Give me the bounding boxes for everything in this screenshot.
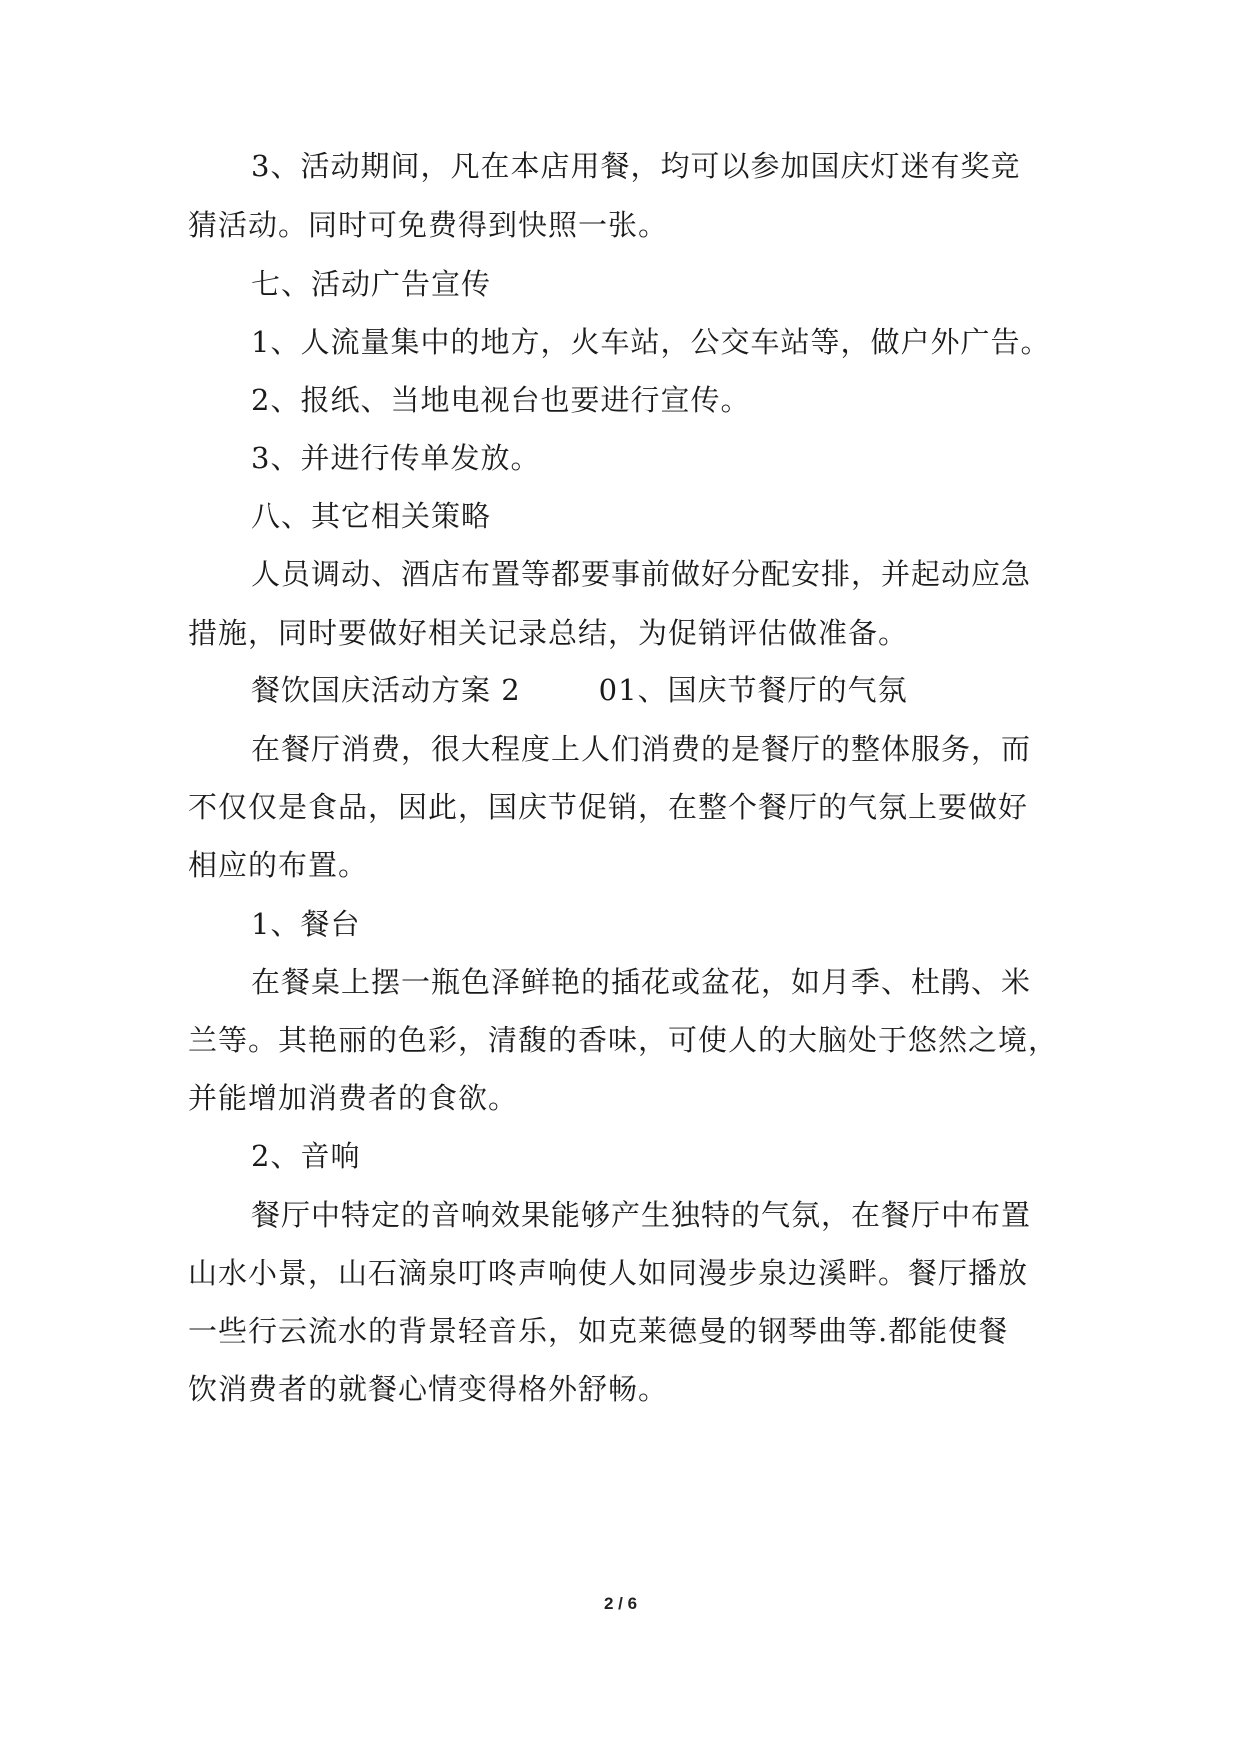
paragraph-line: 3、并进行传单发放。 bbox=[251, 441, 541, 475]
paragraph-line: 并能增加消费者的食欲。 bbox=[188, 1081, 519, 1115]
paragraph-line: 相应的布置。 bbox=[188, 848, 369, 882]
page-number: 2 / 6 bbox=[603, 1594, 638, 1613]
paragraph-line: 不仅仅是食品，因此，国庆节促销，在整个餐厅的气氛上要做好 bbox=[188, 790, 1029, 824]
paragraph-line: 在餐桌上摆一瓶色泽鲜艳的插花或盆花，如月季、杜鹃、米 bbox=[251, 965, 1032, 999]
paragraph-line: 餐厅中特定的音响效果能够产生独特的气氛，在餐厅中布置 bbox=[251, 1198, 1032, 1232]
paragraph-line: 饮消费者的就餐心情变得格外舒畅。 bbox=[188, 1372, 669, 1406]
paragraph-line: 措施，同时要做好相关记录总结，为促销评估做准备。 bbox=[188, 616, 909, 650]
paragraph-line: 3、活动期间，凡在本店用餐，均可以参加国庆灯迷有奖竞 bbox=[251, 149, 1021, 183]
section-heading: 1、餐台 bbox=[251, 907, 361, 941]
paragraph-line: 一些行云流水的背景轻音乐，如克莱德曼的钢琴曲等.都能使餐 bbox=[188, 1314, 1009, 1348]
paragraph-line: 猜活动。同时可免费得到快照一张。 bbox=[188, 208, 669, 242]
section-heading: 2、音响 bbox=[251, 1139, 361, 1173]
plan-title: 餐饮国庆活动方案 2 bbox=[251, 673, 521, 707]
paragraph-line: 2、报纸、当地电视台也要进行宣传。 bbox=[251, 383, 751, 417]
section-heading: 七、活动广告宣传 bbox=[251, 267, 492, 301]
paragraph-line: 人员调动、酒店布置等都要事前做好分配安排，并起动应急 bbox=[251, 557, 1032, 591]
document-subtitle-line bbox=[251, 670, 1131, 710]
paragraph-line: 山水小景，山石滴泉叮咚声响使人如同漫步泉边溪畔。餐厅播放 bbox=[188, 1256, 1029, 1290]
section-heading: 八、其它相关策略 bbox=[251, 499, 492, 533]
paragraph-line: 在餐厅消费，很大程度上人们消费的是餐厅的整体服务，而 bbox=[251, 732, 1032, 766]
paragraph-line: 1、人流量集中的地方，火车站，公交车站等，做户外广告。 bbox=[251, 325, 1051, 359]
subsection-heading: 01、国庆节餐厅的气氛 bbox=[598, 673, 908, 707]
paragraph-line: 兰等。其艳丽的色彩，清馥的香味，可使人的大脑处于悠然之境， bbox=[188, 1023, 1059, 1057]
